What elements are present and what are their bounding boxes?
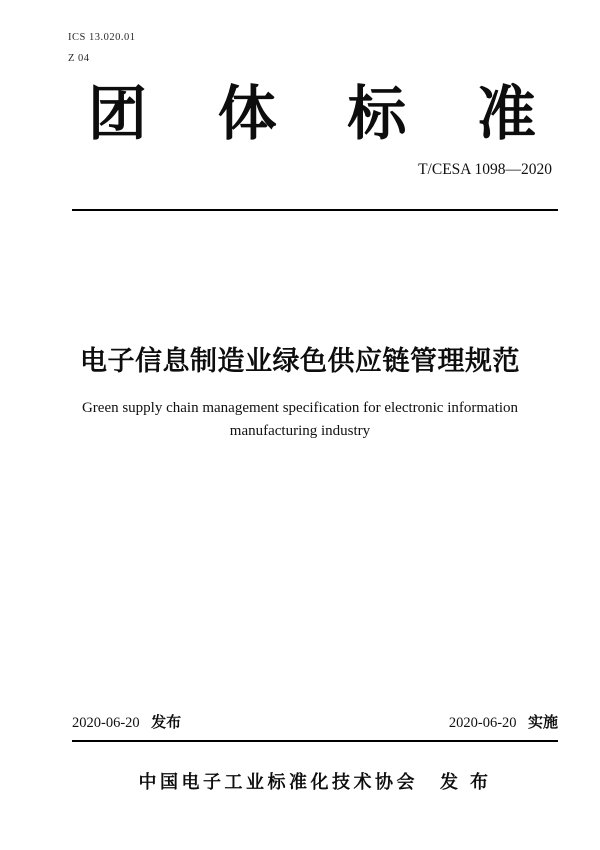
standard-type-heading	[88, 82, 536, 147]
header-rule	[72, 209, 558, 211]
ics-code: ICS 13.020.01	[68, 32, 136, 43]
implement-date-group	[449, 711, 558, 732]
document-title-en-line1: Green supply chain management specification for electronic information	[81, 400, 519, 416]
standard-number: T/CESA 1098—2020	[418, 161, 552, 178]
issue-date-group	[72, 711, 181, 732]
implement-date: 2020-06-20	[448, 715, 517, 731]
heading-char: 准	[476, 81, 536, 147]
footer-rule	[72, 740, 558, 742]
document-title-en	[0, 397, 600, 443]
doc-class-code: Z 04	[68, 53, 90, 64]
document-title-en-line2: manufacturing industry	[229, 423, 371, 439]
publish-label: 发 布	[439, 772, 492, 792]
heading-char: 标	[347, 81, 407, 147]
issuing-organization: 中国电子工业标准化技术协会	[138, 772, 418, 792]
implement-label: 实施	[527, 714, 558, 731]
issue-label: 发布	[151, 714, 182, 731]
document-title-zh: 电子信息制造业绿色供应链管理规范	[80, 346, 520, 376]
dates-row	[72, 711, 558, 732]
heading-char: 团	[88, 81, 148, 147]
issue-date: 2020-06-20	[72, 715, 140, 731]
classification-codes	[68, 27, 135, 69]
issuing-organization-line	[72, 768, 558, 794]
heading-char: 体	[217, 81, 277, 147]
